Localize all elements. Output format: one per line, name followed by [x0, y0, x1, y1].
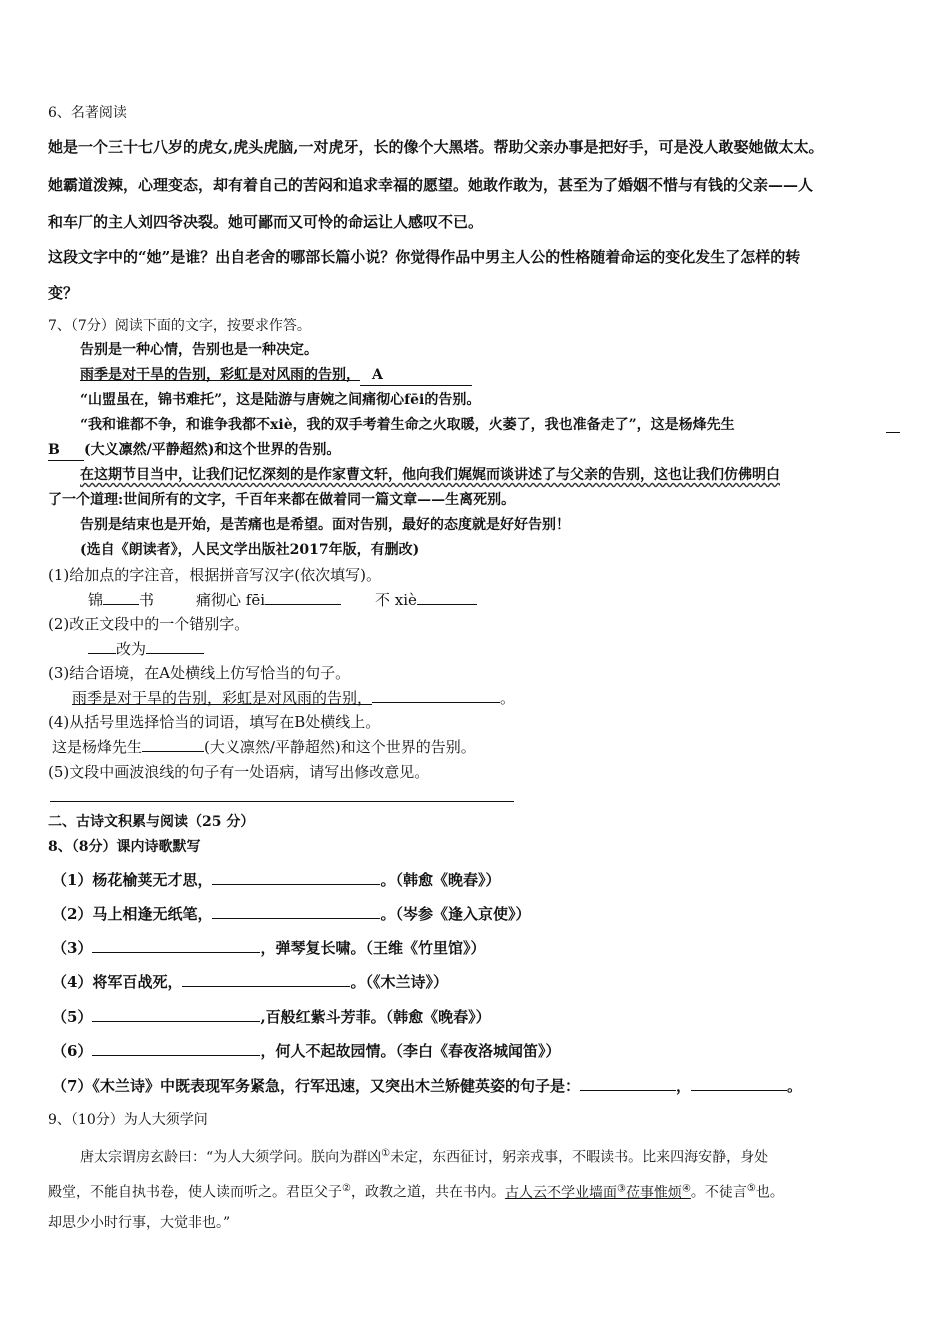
q6-question-line-1: 这段文字中的“她”是谁？出自老舍的哪部长篇小说？你觉得作品中男主人公的性格随着命运的变化发生了怎样的转 — [48, 248, 801, 266]
q8-item-5-tail: ,百般红紫斗芳菲。（韩愈《晚春》） — [260, 1008, 491, 1026]
q8-item-7 — [52, 1076, 802, 1096]
q9-passage-line-2f: 也。 — [755, 1184, 784, 1201]
q7-passage-line-5 — [48, 440, 340, 461]
answer-blank-5[interactable] — [146, 653, 204, 654]
q7-passage-line-1: 告别是一种心情，告别也是一种决定。 — [80, 342, 318, 358]
q7-sub-1: (1)给加点的字注音，根据拼音写汉字(依次填写)。 — [48, 566, 381, 584]
q6-paragraph-line-2: 她霸道泼辣，心理变态，却有着自己的苦闷和追求幸福的愿望。她敢作敢为，甚至为了婚姻不惜与有钱的父亲——人 — [48, 176, 814, 194]
poem-blank-7b[interactable] — [691, 1090, 787, 1091]
blank-a-label: A — [360, 365, 472, 386]
q8-item-6-tail: ，何人不起故园情。（李白《春夜洛城闻笛》） — [260, 1042, 561, 1060]
answer-blank-3[interactable] — [417, 604, 477, 605]
q7-sub-4: (4)从括号里选择恰当的词语，填写在B处横线上。 — [48, 713, 381, 731]
answer-blank-4[interactable] — [88, 653, 116, 654]
q6-paragraph-line-1: 她是一个三十七八岁的虎女,虎头虎脑,一对虎牙，长的像个大黑塔。帮助父亲办事是把好手，可是没人敢娶她做太太。 — [48, 138, 824, 156]
q7-sub-1-word-a: 锦 — [88, 591, 104, 609]
blank-b-lead-line — [886, 432, 900, 433]
answer-blank-7[interactable] — [142, 751, 204, 752]
q8-item-1 — [52, 870, 500, 890]
q7-sub-4-answer — [52, 737, 476, 757]
poem-blank-2[interactable] — [212, 918, 380, 919]
q8-item-6-lead: （6） — [52, 1042, 93, 1060]
q7-passage-line-2 — [80, 365, 472, 386]
q7-sub-2-word: 改为 — [116, 640, 147, 658]
q8-item-6 — [52, 1041, 560, 1061]
underlined-sentence-part-2: 莅事惟烦 — [625, 1184, 682, 1201]
q9-passage-line-1 — [80, 1144, 768, 1168]
q8-heading: 8、（8分）课内诗歌默写 — [48, 839, 201, 855]
answer-blank-6[interactable] — [372, 702, 500, 703]
q7-passage-line-4: “我和谁都不争，和谁争我都不xiè，我的双手考着生命之火取暖，火萎了，我也准备走了”，这是杨烽先生 — [80, 417, 735, 433]
q7-sub-1-word-c: 痛彻心 fēi — [196, 591, 266, 609]
q6-paragraph-line-3: 和车厂的主人刘四爷决裂。她可鄙而又可怜的命运让人感叹不已。 — [48, 213, 484, 231]
q7-passage-line-8: 告别是结束也是开始，是苦痛也是希望。面对告别，最好的态度就是好好告别！ — [80, 517, 570, 533]
q7-sub-4-lead: 这是杨烽先生 — [52, 738, 143, 756]
note-3-marker: ③ — [616, 1183, 626, 1194]
q9-passage-line-1b: 未定，东西征讨，躬亲戎事，不暇读书。比来四海安静，身处 — [390, 1149, 769, 1166]
q6-question-line-2: 变？ — [48, 284, 79, 302]
poem-blank-6[interactable] — [92, 1055, 260, 1056]
q9-passage-line-2e: 。不徒言 — [690, 1184, 747, 1201]
poem-blank-7a[interactable] — [580, 1090, 676, 1091]
q7-passage-line-3: “山盟虽在，锦书难托”，这是陆游与唐婉之间痛彻心fēi的告别。 — [80, 392, 481, 408]
q8-item-2-lead: （2）马上相逢无纸笔， — [52, 905, 213, 923]
note-1-marker: ① — [381, 1148, 391, 1159]
answer-blank-1[interactable] — [103, 604, 139, 605]
q8-item-7-lead: （7）《木兰诗》中既表现军务紧急，行军迅速，又突出木兰矫健英姿的句子是： — [52, 1077, 580, 1095]
q6-heading: 6、名著阅读 — [48, 105, 127, 121]
wavy-underlined-sentence: 在这期节目当中，让我们记忆深刻的是作家曹文轩，他向我们娓娓而谈讲述了与父亲的告别，这也让我们仿佛明白 — [80, 467, 780, 483]
q8-item-7-comma: ， — [675, 1077, 691, 1095]
poem-blank-4[interactable] — [182, 986, 350, 987]
q8-item-5-lead: （5） — [52, 1008, 93, 1026]
poem-blank-3[interactable] — [92, 952, 260, 953]
q7-sub-3-sentence: 雨季是对于旱的告别，彩虹是对风雨的告别， — [72, 689, 373, 707]
q7-sub-1-word-d: 不 xiè — [375, 591, 417, 609]
q9-heading: 9、（10分）为人大须学问 — [48, 1112, 208, 1128]
q8-item-4-tail: 。（《木兰诗》） — [350, 973, 448, 991]
q8-item-1-tail: 。（韩愈《晚春》） — [380, 871, 501, 889]
q9-passage-line-2a: 殿堂，不能自执书卷，使人读而听之。君臣父子 — [48, 1184, 342, 1201]
q9-passage-line-2 — [48, 1179, 784, 1203]
q7-passage-line-5-text: (大义凛然/平静超然)和这个世界的告别。 — [84, 442, 341, 458]
q8-item-4-lead: （4）将军百战死， — [52, 973, 183, 991]
q8-item-3 — [52, 938, 485, 958]
q8-item-7-end: 。 — [786, 1077, 802, 1095]
q8-item-1-lead: （1）杨花榆荚无才思， — [52, 871, 213, 889]
q7-sub-1-answers — [88, 590, 477, 610]
note-2-marker: ② — [342, 1183, 351, 1194]
underlined-sentence — [505, 1185, 691, 1201]
q7-sub-3-answer — [72, 688, 515, 708]
q7-passage-line-6 — [80, 465, 780, 485]
q7-passage-line-2-text: 雨季是对干旱的告别，彩虹是对风雨的告别， — [80, 367, 360, 383]
q8-item-3-tail: ，弹琴复长啸。（王维《竹里馆》） — [260, 939, 486, 957]
q7-sub-2: (2)改正文段中的一个错别字。 — [48, 615, 250, 633]
q7-heading: 7、（7分）阅读下面的文字，按要求作答。 — [48, 318, 311, 334]
poem-blank-5[interactable] — [92, 1021, 260, 1022]
answer-blank-2[interactable] — [265, 604, 341, 605]
q7-sub-1-word-b: 书 — [139, 591, 155, 609]
q8-item-4 — [52, 972, 448, 992]
q7-sub-5: (5)文段中画波浪线的句子有一处语病，请写出修改意见。 — [48, 763, 430, 781]
q9-passage-line-3: 却思少小时行事，大觉非也。” — [48, 1215, 231, 1231]
note-5-marker: ⑤ — [746, 1183, 756, 1194]
section-2-heading: 二、古诗文积累与阅读（25 分） — [48, 814, 255, 830]
note-4-marker: ④ — [681, 1183, 691, 1194]
q7-sub-2-answer — [88, 639, 204, 659]
poem-blank-1[interactable] — [212, 884, 380, 885]
q8-item-5 — [52, 1007, 491, 1027]
q7-sub-4-tail: (大义凛然/平静超然)和这个世界的告别。 — [204, 738, 476, 756]
q7-sub-3-end: 。 — [500, 689, 516, 707]
q8-item-2-tail: 。（岑参《逢入京使》） — [380, 905, 531, 923]
q8-item-3-lead: （3） — [52, 939, 93, 957]
q7-sub-3: (3)结合语境，在A处横线上仿写恰当的句子。 — [48, 664, 351, 682]
q8-item-2 — [52, 904, 530, 924]
q9-passage-line-2b: ，政教之道，共在书内。 — [350, 1184, 505, 1201]
blank-b-label: B — [48, 440, 84, 461]
q9-passage-line-1a: 唐太宗谓房玄龄曰：“为人大须学问。朕向为群凶 — [80, 1149, 382, 1166]
underlined-sentence-part-1: 古人云不学业墙面 — [504, 1184, 617, 1201]
q7-passage-line-7: 了一个道理:世间所有的文字，千百年来都在做着同一篇文章——生离死别。 — [48, 492, 516, 508]
q7-source-note: (选自《朗读者》，人民文学出版社2017年版，有删改) — [80, 542, 420, 558]
answer-line-5[interactable] — [50, 801, 514, 802]
